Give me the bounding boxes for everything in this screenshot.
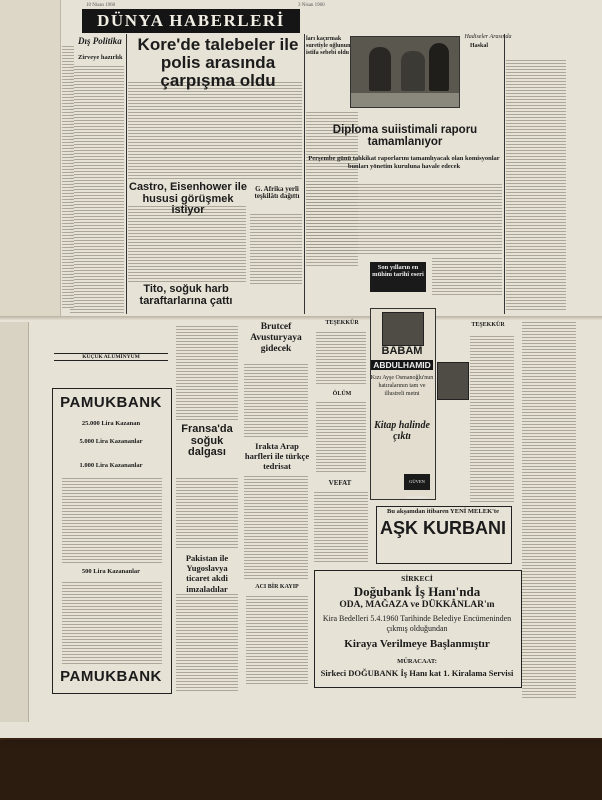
text-column	[250, 212, 302, 284]
photo-figure	[369, 47, 391, 91]
book-ad-name: ABDULHAMID	[371, 360, 433, 370]
text-column	[470, 334, 514, 502]
publisher-logo: GÜVEN YAYINEVİ	[404, 474, 430, 490]
portrait-photo	[437, 362, 469, 400]
text-column	[176, 592, 238, 692]
text-column	[244, 474, 308, 580]
prize-5000: 5.000 Lira Kazananlar	[79, 438, 143, 445]
left-page-edge	[0, 0, 61, 320]
rental-ad-contact: Sirkeci DOĞUBANK İş Hanı kat 1. Kiralama Servisi	[320, 668, 514, 678]
rental-ad-announcement: Kiraya Verilmeye Başlanmıştır	[344, 638, 490, 650]
book-ad-description: Kızı Ayşe Osmanoğlu'nun hatıralarının tam ve illustreli metni	[370, 375, 434, 398]
text-column	[246, 594, 308, 686]
headline-tito: Tito, soğuk harb taraftarlarına çattı	[139, 283, 233, 307]
lower-left-edge	[0, 322, 29, 722]
text-column	[506, 58, 566, 312]
text-column	[70, 64, 124, 314]
prize-1000: 1.000 Lira Kazananlar	[79, 462, 143, 469]
text-column	[316, 400, 366, 474]
rental-ad-title: Doğubank İş Hanı'nda	[353, 584, 481, 599]
notice-tesekkur-2: TEŞEKKÜR	[471, 322, 505, 328]
film-ad-venue: Bu akşamdan itibaren YENİ MELEK'te	[387, 508, 499, 515]
photo-figure	[401, 51, 425, 91]
notice-tesekkur: TEŞEKKÜR	[325, 320, 359, 326]
text-column	[244, 362, 308, 438]
ad-kucuk-aluminyum: KÜÇÜK ALÜMİNYUM	[54, 353, 168, 361]
photo-desk	[351, 93, 459, 107]
book-ad-slogan: Kitap halinde çıktı	[374, 420, 430, 442]
rental-ad-contact-label: MÜRACAAT:	[397, 658, 437, 665]
film-ad-title: AŞK KURBANI	[380, 518, 506, 538]
masthead: DÜNYA HABERLERİ	[82, 9, 300, 33]
book-ad-title: BABAM	[381, 345, 423, 357]
subhead-left: Zirveye hazırlık	[78, 54, 123, 61]
notice-olum: ÖLÜM	[332, 391, 352, 397]
column-rule	[504, 34, 505, 314]
headline-irakta: Irakta Arap harfleri ile türkçe tedrisat	[244, 441, 310, 471]
subheadline-diploma: Perşembe günü tahkikat raporlarını tamamlıyacak olan komisyonlar bunları yönetim kuruluna havale edecek	[308, 155, 500, 171]
rental-ad-subject: ODA, MAĞAZA ve DÜKKÂNLAR'ın	[339, 600, 495, 610]
headline-diploma: Diploma suiistimali raporu tamamlanıyor	[332, 124, 478, 149]
section-label: Dış Politika	[78, 36, 122, 46]
column-author: Haskal	[470, 43, 489, 49]
text-column	[316, 330, 366, 386]
news-photo	[350, 36, 460, 108]
text-column	[432, 256, 502, 296]
headline-pakistan: Pakistan ile Yugoslavya ticaret akdi imzaladılar	[185, 553, 229, 594]
text-column	[62, 44, 74, 308]
photo-figure	[429, 43, 449, 91]
ticket-number-list	[62, 580, 162, 664]
notice-vefat: VEFAT	[328, 479, 352, 487]
text-column	[522, 320, 576, 700]
rental-ad-location: SİRKECİ	[401, 574, 433, 583]
prize-500: 500 Lira Kazananlar	[81, 568, 141, 575]
date-right: 3 Nisan 1960	[298, 3, 325, 8]
headline-castro: Castro, Eisenhower ile hususi görüşmek istiyor	[129, 181, 247, 217]
text-column	[306, 182, 502, 254]
text-column	[176, 324, 238, 420]
column-rule	[126, 34, 127, 314]
book-ad-badge: Son yılların en mühim tarihî eseri	[370, 262, 426, 292]
prize-25000: 25.000 Lira Kazanan	[81, 420, 141, 427]
headline-kore: Kore'de talebeler ile polis arasında çarpışma oldu	[137, 35, 299, 90]
rental-ad-body: Kira Bedelleri 5.4.1960 Tarihinde Belediye Encümeninden çıkmış olduğundan	[322, 614, 512, 633]
page-fold	[0, 316, 602, 320]
notice-aci-bir-kayip: ACI BİR KAYIP	[255, 584, 299, 590]
headline-istifa: ları kaçırmak suretiyle oğlunun istifa sebebi oldu	[306, 36, 351, 57]
headline-gafrika: G. Afrika yerli teşkilâtı dağıttı	[254, 185, 300, 201]
text-column	[314, 490, 368, 562]
date-left: 10 Nisan 1960	[86, 3, 116, 8]
ad-illustration	[382, 312, 424, 346]
text-column	[128, 80, 302, 180]
pamukbank-title: PAMUKBANK	[60, 394, 162, 411]
headline-bruteef: Brutcef Avusturyaya gidecek	[250, 322, 302, 354]
ticket-number-list	[62, 476, 162, 564]
headline-fransa: Fransa'da soğuk dalgası	[181, 423, 233, 459]
pamukbank-footer: PAMUKBANK	[60, 668, 162, 685]
text-column	[176, 476, 238, 550]
floor-shadow	[0, 740, 602, 800]
column-masthead-right: Hadiseler Arasında	[464, 34, 512, 40]
